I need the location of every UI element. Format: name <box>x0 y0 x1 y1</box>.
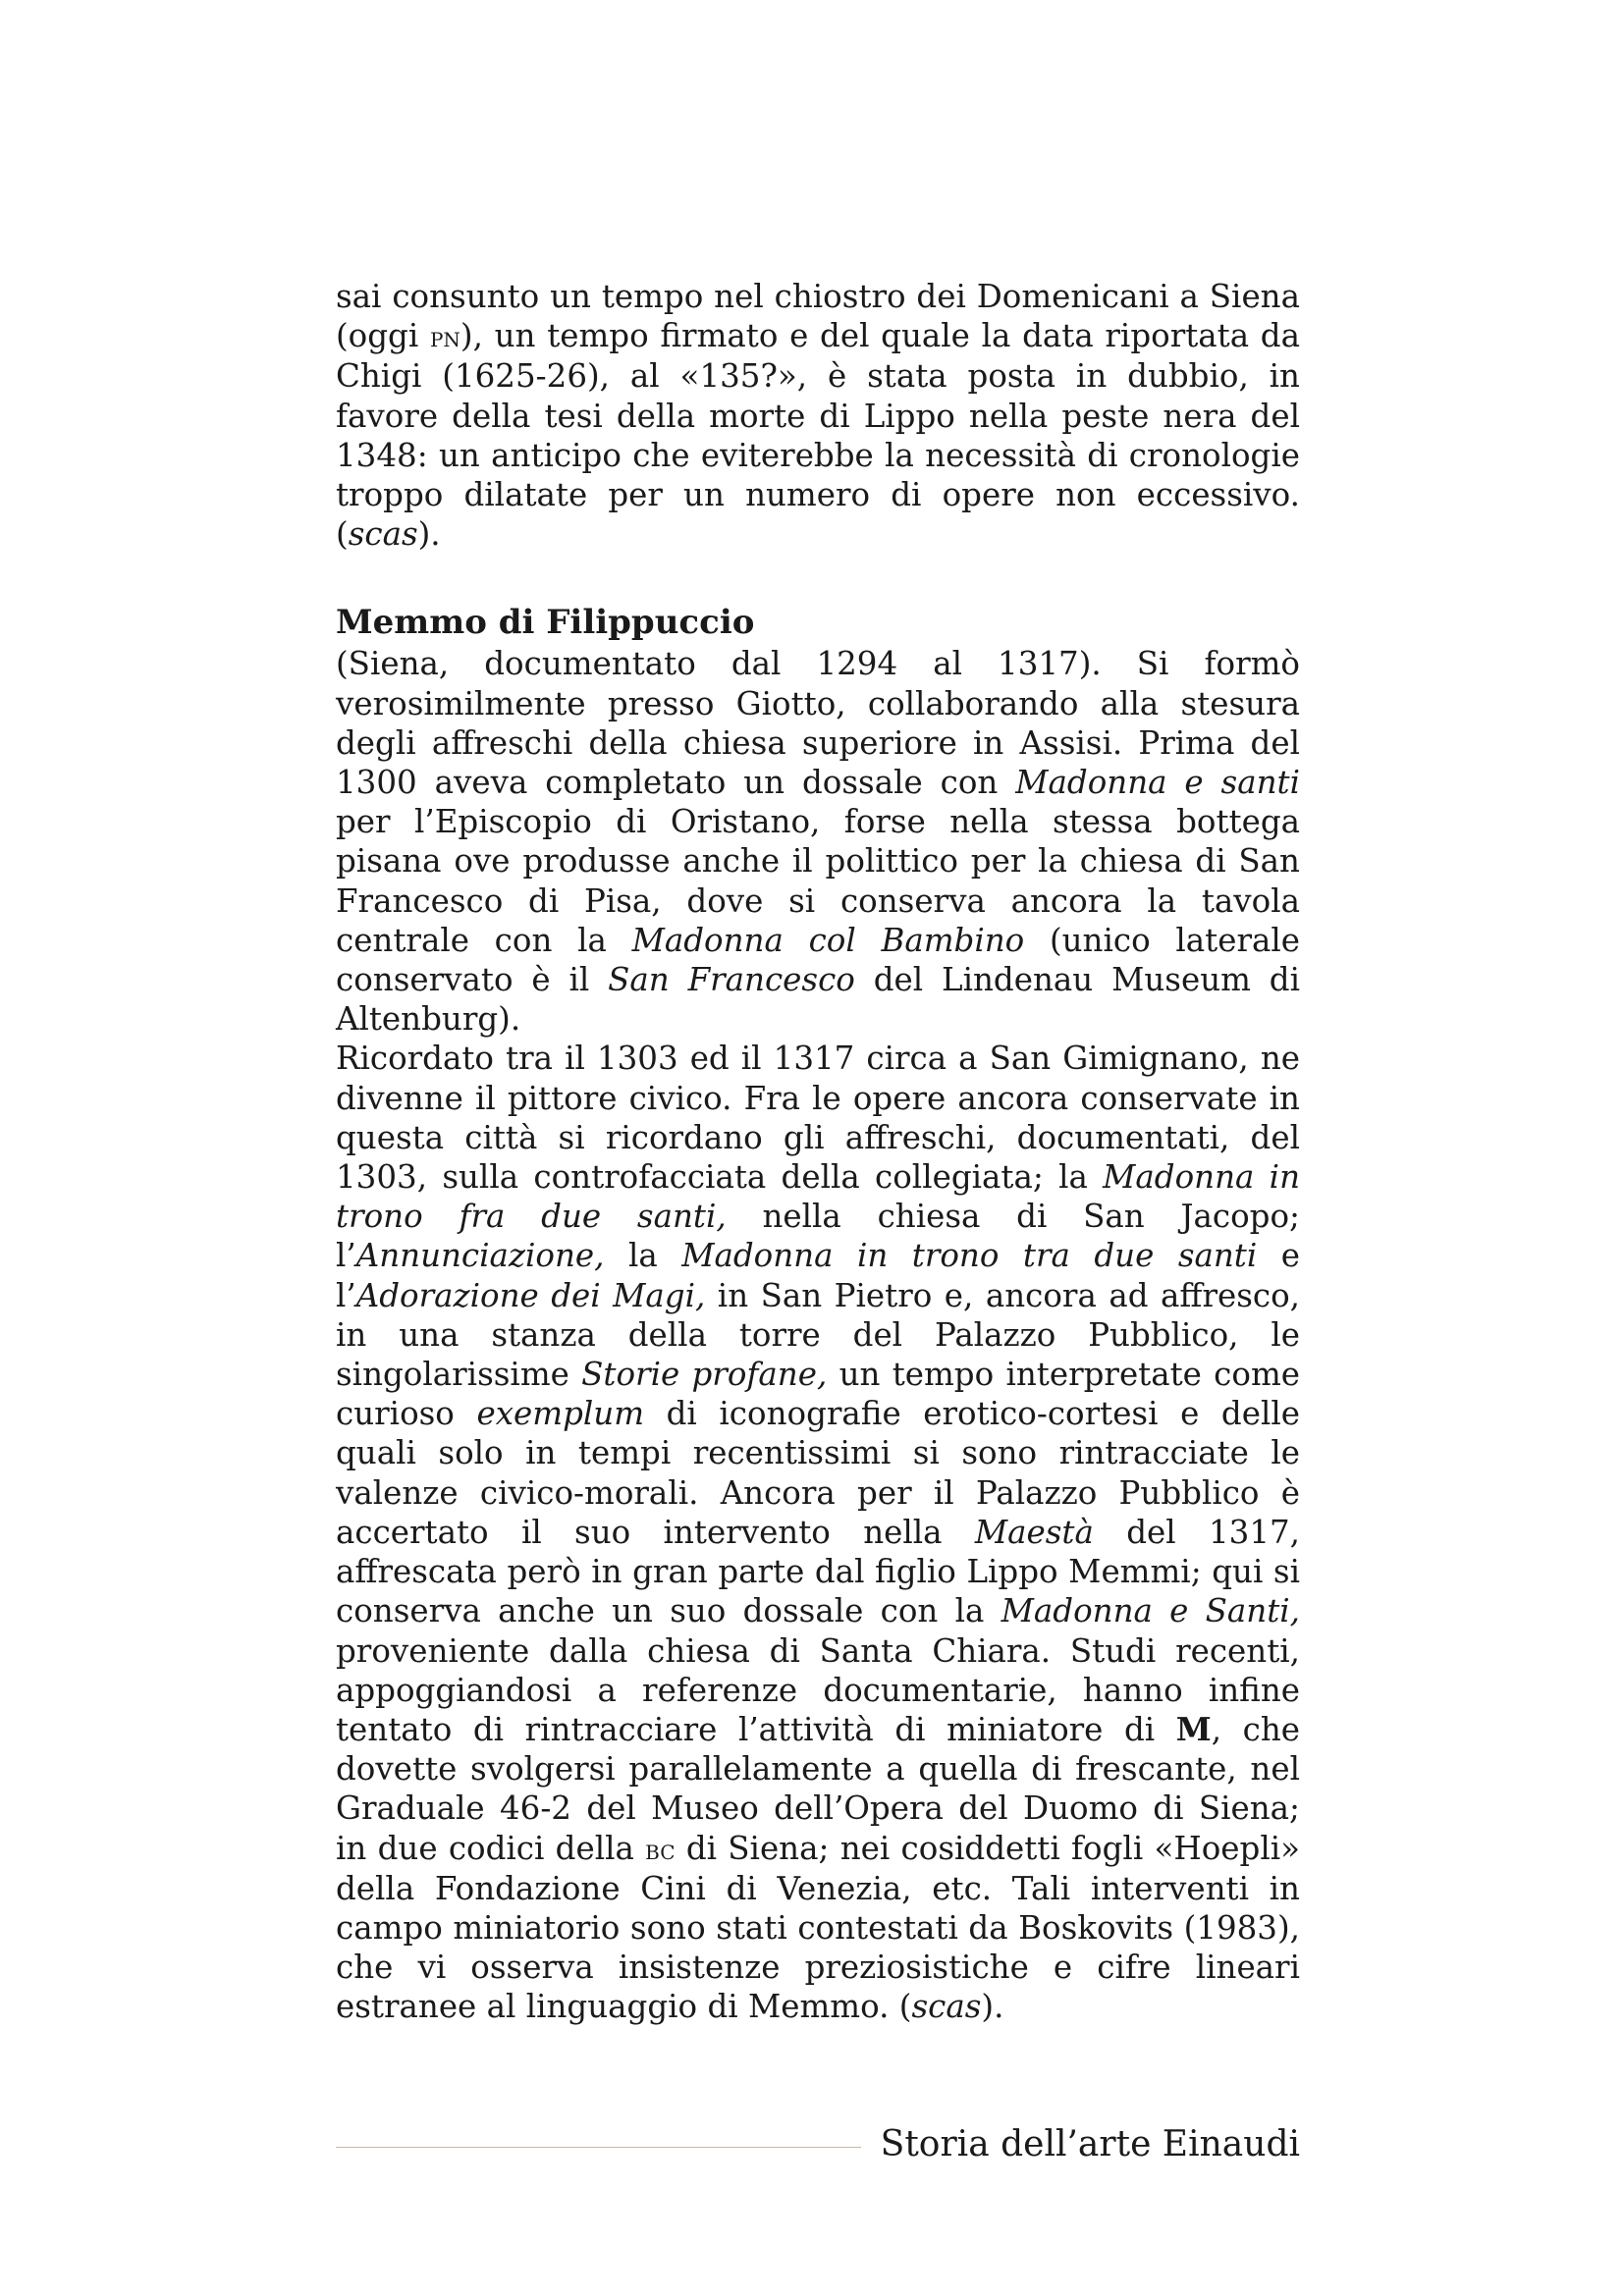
text-run: ). <box>417 515 441 554</box>
text-run: sai consunto un tempo nel chiostro dei Domenicani a Siena (oggi <box>336 278 1300 355</box>
italic-title: San Francesco <box>608 961 855 999</box>
italic-title: Madonna e santi <box>1015 764 1301 802</box>
italic-title: scas <box>911 1988 982 2026</box>
text-run: di Siena; nei cosiddetti fogli «Hoepli» della Fondazione Cini di Venezia, etc. Tali interventi in campo miniatorio sono stati contestati da Boskovits (1983), che vi osserva insistenze preziosistiche e cifre lineari estranee al linguaggio di Memmo. ( <box>336 1829 1300 2026</box>
small-caps-abbreviation: pn <box>429 320 460 354</box>
text-run: e l’ <box>336 1237 1300 1314</box>
text-run: ), un tempo firmato e del quale la data riportata da Chigi (1625-26), al «135?», è stata posta in dubbio, in favore della tesi della morte di Lippo nella peste nera del 1348: un anticipo che eviterebbe la necessità di cronologie troppo dilatate per un numero di opere non eccessivo. ( <box>336 317 1300 554</box>
italic-title: scas <box>348 515 418 554</box>
page-footer <box>336 2123 1300 2170</box>
small-caps-abbreviation: bc <box>645 1832 676 1866</box>
italic-title: Madonna in trono fra due santi, <box>336 1158 1300 1236</box>
text-run: ). <box>981 1988 1004 2026</box>
entry-heading: Memmo di Filippuccio <box>336 603 755 643</box>
page-content <box>336 277 1300 2027</box>
italic-title: Madonna e Santi, <box>1001 1592 1300 1630</box>
bold-abbreviation: M <box>1175 1709 1212 1748</box>
text-run: per l’Episcopio di Oristano, forse nella stessa bottega pisana ove produsse anche il polittico per la chiesa di San Francesco di Pisa, dove si conserva ancora la tavola centrale con la <box>336 803 1300 959</box>
entry-paragraph-2 <box>336 1039 1300 2026</box>
footer-publication-title: Storia dell’arte Einaudi <box>880 2124 1300 2164</box>
text-run: del 1317, affrescata però in gran parte dal figlio Lippo Memmi; qui si conserva anche un suo dossale con la <box>336 1513 1301 1630</box>
text-run: in San Pietro e, ancora ad affresco, in una stanza della torre del Palazzo Pubblico, le singolarissime <box>336 1276 1301 1394</box>
text-run: (Siena, documentato dal 1294 al 1317). Si formò verosimilmente presso Giotto, collaborando alla stesura degli affreschi della chiesa superiore in Assisi. Prima del 1300 aveva completato un dossale con <box>336 645 1300 802</box>
text-run: proveniente dalla chiesa di Santa Chiara. Studi recenti, appoggiandosi a referenze documentarie, hanno infine tentato di rintracciare l’attività di miniatore di <box>336 1631 1300 1748</box>
italic-title: Annunciazione, <box>355 1237 605 1275</box>
italic-title: Adorazione dei Magi, <box>355 1276 706 1314</box>
italic-title: Madonna col Bambino <box>631 921 1025 959</box>
text-run: (unico laterale conservato è il <box>336 921 1300 999</box>
italic-title: Madonna in trono tra due santi <box>681 1237 1258 1275</box>
footer-rule <box>336 2147 861 2148</box>
entry-paragraph-1 <box>336 644 1300 1039</box>
text-run: la <box>604 1237 682 1275</box>
text-run: un tempo interpretate come curioso <box>336 1356 1300 1433</box>
text-run: , che dovette svolgersi parallelamente a quella di frescante, nel Graduale 46-2 del Museo dell’Opera del Duomo di Siena; in due codici della <box>336 1710 1300 1867</box>
italic-title: Maestà <box>974 1513 1094 1551</box>
text-run: del Lindenau Museum di Altenburg). <box>336 961 1301 1039</box>
text-run: di iconografie erotico-cortesi e delle quali solo in tempi recentissimi si sono rintracciate le valenze civico-morali. Ancora per il Palazzo Pubblico è accertato il suo intervento nella <box>336 1395 1300 1551</box>
italic-title: Storie profane, <box>581 1356 828 1394</box>
text-run: nella chiesa di San Jacopo; l’ <box>336 1198 1300 1275</box>
italic-title: exemplum <box>476 1395 645 1433</box>
text-run: Ricordato tra il 1303 ed il 1317 circa a San Gimignano, ne divenne il pittore civico. Fra le opere ancora conservate in questa città si ricordano gli affreschi, documentati, del 1303, sulla controfacciata della collegiata; la <box>336 1040 1300 1197</box>
continued-entry-paragraph <box>336 277 1300 554</box>
